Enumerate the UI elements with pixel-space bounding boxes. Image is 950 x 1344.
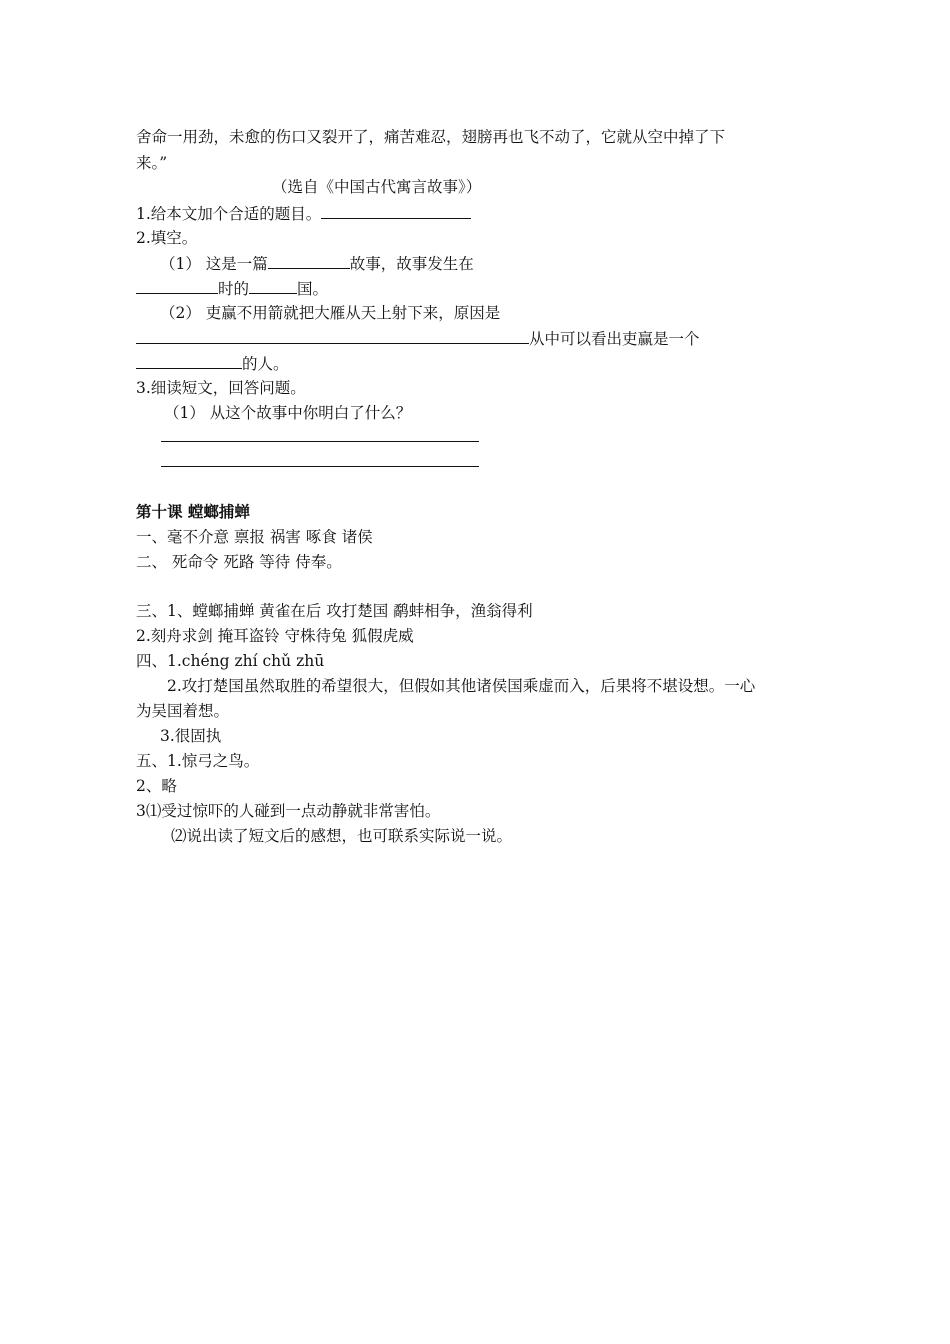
answer-line[interactable]	[161, 466, 479, 467]
question-2-1-cont	[136, 278, 328, 299]
answer-blank[interactable]	[136, 278, 218, 294]
answer-blank[interactable]	[268, 253, 350, 269]
answer-line-5-3b: ⑵说出读了短文后的感想，也可联系实际说一说。	[171, 827, 513, 845]
question-3-1: （1） 从这个故事中你明白了什么？	[164, 404, 412, 422]
question-3: 3.细读短文，回答问题。	[136, 379, 306, 397]
question-2-1	[160, 253, 474, 274]
lesson-title: 第十课 螳螂捕蝉	[136, 503, 250, 521]
passage-source: （选自《中国古代寓言故事》）	[272, 178, 482, 196]
answer-line-4-2: 2.攻打楚国虽然取胜的希望很大，但假如其他诸侯国乘虚而入，后果将不堪设想。一心	[167, 677, 756, 695]
question-text: 故事，故事发生在	[349, 255, 474, 273]
question-1	[136, 203, 471, 224]
answer-line-4: 四、1.chéng zhí chǔ zhū	[136, 652, 325, 670]
answer-line-4-3: 3.很固执	[160, 727, 222, 745]
passage-line: 舍命一用劲，未愈的伤口又裂开了，痛苦难忍，翅膀再也飞不动了，它就从空中掉了下	[136, 128, 726, 146]
answer-line-2: 二、 死命令 死路 等待 侍奉。	[136, 553, 342, 571]
answer-line[interactable]	[161, 441, 479, 442]
question-text: 的人。	[242, 355, 289, 373]
question-text: 时的	[218, 280, 250, 298]
answer-blank[interactable]	[321, 203, 471, 219]
question-2-2-end	[136, 353, 289, 374]
question-text: 国。	[297, 280, 329, 298]
passage-line: 来。”	[136, 154, 168, 172]
answer-line-3-2: 2.刻舟求剑 掩耳盗铃 守株待兔 狐假虎威	[136, 627, 414, 645]
answer-line-4-2-cont: 为吴国着想。	[136, 702, 230, 720]
answer-line-5-3: 3⑴受过惊吓的人碰到一点动静就非常害怕。	[136, 802, 441, 820]
answer-blank[interactable]	[249, 278, 297, 294]
answer-line-3: 三、1、螳螂捕蝉 黄雀在后 攻打楚国 鹬蚌相争，渔翁得利	[136, 602, 533, 620]
answer-line-5: 五、1.惊弓之鸟。	[136, 752, 260, 770]
question-2-2: （2） 吏赢不用箭就把大雁从天上射下来，原因是	[160, 304, 501, 322]
question-text: 从中可以看出吏赢是一个	[529, 330, 700, 348]
answer-line-1: 一、毫不介意 禀报 祸害 啄食 诸侯	[136, 528, 373, 546]
question-2-2-cont	[136, 328, 700, 349]
answer-blank[interactable]	[136, 328, 529, 344]
question-text: （1） 这是一篇	[160, 255, 268, 273]
question-2: 2.填空。	[136, 229, 198, 247]
answer-blank[interactable]	[136, 353, 242, 369]
answer-line-5-2: 2、略	[136, 777, 177, 795]
question-text: 1.给本文加个合适的题目。	[136, 205, 322, 223]
